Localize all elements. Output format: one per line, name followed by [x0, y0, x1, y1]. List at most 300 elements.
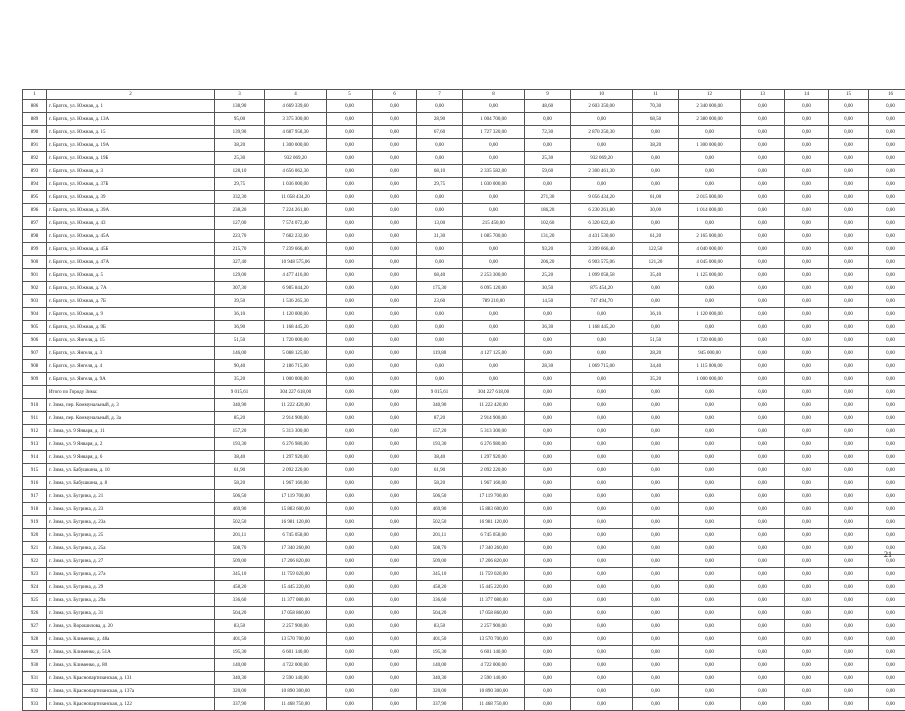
value-cell: 336,60 [215, 594, 265, 607]
value-cell: 0,00 [633, 490, 679, 503]
value-cell: 0,00 [679, 503, 741, 516]
table-row [23, 321, 905, 334]
value-cell: 0,00 [373, 126, 417, 139]
value-cell: 0,00 [741, 464, 785, 477]
value-cell: 215,70 [215, 243, 265, 256]
address-cell: г. Зима, ул. Бугрина, д. 27а [47, 568, 215, 581]
value-cell: 0,00 [327, 126, 373, 139]
value-cell: 7 224 261,80 [265, 204, 327, 217]
address-cell: г. Братск, ул. Янгеля, д. 9А [47, 373, 215, 386]
value-cell: 238,20 [215, 204, 265, 217]
value-cell: 509,00 [417, 555, 463, 568]
address-cell: г. Зима, ул. Бугрина, д. 27 [47, 555, 215, 568]
value-cell: 0,00 [785, 425, 829, 438]
value-cell: 0,00 [829, 503, 869, 516]
value-cell: 0,00 [829, 477, 869, 490]
value-cell: 0,00 [633, 555, 679, 568]
value-cell: 0,00 [633, 594, 679, 607]
value-cell: 0,00 [373, 165, 417, 178]
row-number-cell: 927 [23, 620, 47, 633]
value-cell: 0,00 [679, 607, 741, 620]
value-cell: 504,20 [417, 607, 463, 620]
value-cell: 2 300 461,30 [571, 165, 633, 178]
value-cell: 0,00 [679, 542, 741, 555]
address-cell: г. Зима, ул. Ворошилова, д. 20 [47, 620, 215, 633]
table-row [23, 334, 905, 347]
value-cell: 1 297 920,00 [463, 451, 525, 464]
value-cell: 0,00 [679, 529, 741, 542]
row-number-cell: 921 [23, 542, 47, 555]
value-cell: 0,00 [327, 607, 373, 620]
value-cell: 0,00 [327, 685, 373, 698]
value-cell: 0,00 [373, 191, 417, 204]
header-cell: 12 [679, 90, 741, 100]
address-cell: г. Братск, ул. Южная, д. 39 [47, 191, 215, 204]
value-cell: 0,00 [571, 503, 633, 516]
value-cell: 16 981 120,00 [463, 516, 525, 529]
value-cell: 0,00 [327, 633, 373, 646]
value-cell: 0,00 [679, 672, 741, 685]
value-cell: 9 015,61 [215, 386, 265, 399]
value-cell: 0,00 [417, 243, 463, 256]
value-cell: 0,00 [525, 594, 571, 607]
value-cell: 0,00 [869, 568, 905, 581]
value-cell: 0,00 [463, 360, 525, 373]
value-cell: 0,00 [869, 295, 905, 308]
value-cell: 0,00 [785, 126, 829, 139]
address-cell: г. Братск, ул. Южная, д. 15 [47, 126, 215, 139]
value-cell: 0,00 [679, 412, 741, 425]
value-cell: 0,00 [327, 438, 373, 451]
value-cell: 0,00 [741, 243, 785, 256]
value-cell: 0,00 [327, 282, 373, 295]
value-cell: 0,00 [741, 269, 785, 282]
value-cell: 0,00 [571, 373, 633, 386]
value-cell: 13 570 700,00 [463, 633, 525, 646]
table-row [23, 464, 905, 477]
value-cell: 2 092 220,00 [463, 464, 525, 477]
value-cell: 0,00 [829, 425, 869, 438]
document-page [22, 89, 862, 637]
value-cell: 0,00 [829, 126, 869, 139]
value-cell: 0,00 [327, 100, 373, 113]
value-cell: 0,00 [571, 555, 633, 568]
value-cell: 0,00 [785, 633, 829, 646]
value-cell: 2 590 140,00 [265, 672, 327, 685]
value-cell: 0,00 [829, 178, 869, 191]
value-cell: 0,00 [679, 165, 741, 178]
row-number-cell: 917 [23, 490, 47, 503]
value-cell: 0,00 [741, 581, 785, 594]
value-cell: 469,90 [417, 503, 463, 516]
address-cell: г. Братск, ул. Южная, д. 9Б [47, 321, 215, 334]
value-cell: 0,00 [373, 152, 417, 165]
value-cell: 29,75 [215, 178, 265, 191]
value-cell: 0,00 [741, 646, 785, 659]
value-cell: 2 335 582,00 [463, 165, 525, 178]
value-cell: 0,00 [785, 607, 829, 620]
address-cell: г. Зима, ул. 9 Января, д. 2 [47, 438, 215, 451]
value-cell: 30,50 [525, 282, 571, 295]
value-cell: 0,00 [869, 659, 905, 672]
table-row [23, 113, 905, 126]
value-cell: 4 127 125,00 [463, 347, 525, 360]
value-cell: 35,40 [633, 269, 679, 282]
value-cell: 0,00 [463, 243, 525, 256]
value-cell: 0,00 [327, 399, 373, 412]
value-cell: 0,00 [869, 308, 905, 321]
value-cell: 0,00 [633, 165, 679, 178]
value-cell: 0,00 [679, 620, 741, 633]
value-cell: 0,00 [869, 477, 905, 490]
row-number-cell: 929 [23, 646, 47, 659]
value-cell: 0,00 [741, 230, 785, 243]
value-cell: 28,30 [525, 360, 571, 373]
row-number-cell: 904 [23, 308, 47, 321]
value-cell: 332,30 [215, 191, 265, 204]
value-cell: 0,00 [373, 321, 417, 334]
value-cell: 0,00 [829, 321, 869, 334]
value-cell: 201,11 [215, 529, 265, 542]
value-cell: 0,00 [679, 581, 741, 594]
value-cell: 0,00 [373, 659, 417, 672]
address-cell: Итого по Городу Зима: [47, 386, 215, 399]
value-cell: 0,00 [571, 542, 633, 555]
value-cell: 0,00 [525, 113, 571, 126]
value-cell: 0,00 [633, 412, 679, 425]
value-cell: 0,00 [571, 607, 633, 620]
value-cell: 0,00 [327, 555, 373, 568]
value-cell: 0,00 [525, 568, 571, 581]
value-cell: 0,00 [373, 360, 417, 373]
value-cell: 17 119 700,00 [265, 490, 327, 503]
row-number-cell [23, 386, 47, 399]
value-cell: 15 445 220,00 [265, 581, 327, 594]
value-cell: 0,00 [571, 399, 633, 412]
value-cell: 30,00 [633, 204, 679, 217]
value-cell: 0,00 [571, 464, 633, 477]
value-cell: 4 722 000,00 [265, 659, 327, 672]
row-number-cell: 923 [23, 568, 47, 581]
value-cell: 0,00 [785, 178, 829, 191]
header-cell: 14 [785, 90, 829, 100]
value-cell: 0,00 [633, 633, 679, 646]
value-cell: 0,00 [679, 282, 741, 295]
table-row [23, 295, 905, 308]
value-cell: 68,10 [417, 165, 463, 178]
value-cell: 0,00 [525, 607, 571, 620]
value-cell: 157,20 [417, 425, 463, 438]
value-cell: 0,00 [869, 633, 905, 646]
table-row [23, 360, 905, 373]
value-cell: 121,20 [633, 256, 679, 269]
value-cell: 0,00 [679, 646, 741, 659]
value-cell: 127,00 [215, 217, 265, 230]
value-cell: 0,00 [829, 672, 869, 685]
row-number-cell: 903 [23, 295, 47, 308]
value-cell: 0,00 [785, 555, 829, 568]
value-cell: 5 313 300,00 [265, 425, 327, 438]
value-cell: 0,00 [741, 321, 785, 334]
registry-table [22, 89, 905, 711]
value-cell: 0,00 [373, 594, 417, 607]
row-number-cell: 892 [23, 152, 47, 165]
value-cell: 206,20 [525, 256, 571, 269]
value-cell: 0,00 [741, 334, 785, 347]
value-cell: 0,00 [869, 542, 905, 555]
table-row [23, 204, 905, 217]
value-cell: 0,00 [785, 568, 829, 581]
value-cell: 0,00 [741, 529, 785, 542]
value-cell: 0,00 [741, 360, 785, 373]
table-row [23, 165, 905, 178]
value-cell: 93,20 [525, 243, 571, 256]
value-cell: 0,00 [525, 334, 571, 347]
value-cell: 0,00 [463, 256, 525, 269]
value-cell: 61,00 [633, 191, 679, 204]
value-cell: 0,00 [373, 607, 417, 620]
value-cell: 13,00 [417, 217, 463, 230]
value-cell: 0,00 [525, 451, 571, 464]
value-cell: 0,00 [571, 529, 633, 542]
value-cell: 0,00 [741, 126, 785, 139]
value-cell: 0,00 [373, 269, 417, 282]
row-number-cell: 920 [23, 529, 47, 542]
value-cell: 0,00 [869, 672, 905, 685]
value-cell: 1 727 320,00 [463, 126, 525, 139]
value-cell: 0,00 [869, 698, 905, 711]
value-cell: 0,00 [679, 386, 741, 399]
value-cell: 0,00 [525, 516, 571, 529]
value-cell: 10 890 300,00 [463, 685, 525, 698]
value-cell: 0,00 [829, 581, 869, 594]
value-cell: 0,00 [785, 165, 829, 178]
value-cell: 25,30 [525, 152, 571, 165]
value-cell: 0,00 [571, 698, 633, 711]
address-cell: г. Братск, ул. Южная, д. 37Б [47, 178, 215, 191]
value-cell: 25,20 [525, 269, 571, 282]
value-cell: 2 603 350,00 [571, 100, 633, 113]
value-cell: 61,20 [633, 230, 679, 243]
value-cell: 0,00 [785, 308, 829, 321]
value-cell: 0,00 [785, 386, 829, 399]
value-cell: 0,00 [829, 516, 869, 529]
table-row [23, 399, 905, 412]
value-cell: 0,00 [373, 178, 417, 191]
value-cell: 0,00 [327, 217, 373, 230]
value-cell: 0,00 [327, 464, 373, 477]
value-cell: 0,00 [785, 321, 829, 334]
address-cell: г. Братск, ул. Южная, д. 45А [47, 230, 215, 243]
value-cell: 119,80 [417, 347, 463, 360]
value-cell: 1 536 265,30 [265, 295, 327, 308]
value-cell: 0,00 [571, 490, 633, 503]
value-cell: 0,00 [679, 217, 741, 230]
address-cell: г. Зима, ул. Бугрина, д. 31 [47, 607, 215, 620]
value-cell: 0,00 [741, 386, 785, 399]
value-cell: 271,30 [525, 191, 571, 204]
value-cell: 0,00 [679, 126, 741, 139]
value-cell: 102,60 [525, 217, 571, 230]
value-cell: 59,60 [525, 165, 571, 178]
value-cell: 95,00 [215, 113, 265, 126]
value-cell: 0,00 [785, 464, 829, 477]
value-cell: 4 656 062,30 [265, 165, 327, 178]
value-cell: 0,00 [679, 633, 741, 646]
table-row [23, 659, 905, 672]
address-cell: г. Зима, ул. Бабушкина, д. 10 [47, 464, 215, 477]
value-cell: 2 092 220,00 [265, 464, 327, 477]
value-cell: 1 036 000,00 [265, 178, 327, 191]
address-cell: г. Зима, ул. Бугрина, д. 21 [47, 490, 215, 503]
value-cell: 0,00 [373, 464, 417, 477]
value-cell: 7 574 072,40 [265, 217, 327, 230]
value-cell: 0,00 [463, 373, 525, 386]
value-cell: 0,00 [571, 659, 633, 672]
value-cell: 36,30 [525, 321, 571, 334]
value-cell: 0,00 [785, 620, 829, 633]
value-cell: 0,00 [571, 412, 633, 425]
value-cell: 0,00 [373, 477, 417, 490]
value-cell: 0,00 [373, 256, 417, 269]
value-cell: 0,00 [785, 659, 829, 672]
value-cell: 0,00 [633, 386, 679, 399]
value-cell: 2 870 250,30 [571, 126, 633, 139]
value-cell: 0,00 [633, 672, 679, 685]
value-cell: 0,00 [417, 308, 463, 321]
value-cell: 72,30 [525, 126, 571, 139]
value-cell: 0,00 [373, 204, 417, 217]
value-cell: 36,10 [633, 308, 679, 321]
value-cell: 2 914 900,00 [463, 412, 525, 425]
value-cell: 0,00 [525, 464, 571, 477]
value-cell: 0,00 [741, 451, 785, 464]
value-cell: 0,00 [571, 347, 633, 360]
value-cell: 11 058 434,20 [265, 191, 327, 204]
value-cell: 0,00 [869, 451, 905, 464]
row-number-cell: 931 [23, 672, 47, 685]
value-cell: 0,00 [679, 464, 741, 477]
value-cell: 0,00 [525, 308, 571, 321]
value-cell: 0,00 [373, 685, 417, 698]
value-cell: 0,00 [571, 308, 633, 321]
row-number-cell: 907 [23, 347, 47, 360]
value-cell: 0,00 [741, 113, 785, 126]
value-cell: 0,00 [327, 269, 373, 282]
value-cell: 0,00 [525, 529, 571, 542]
value-cell: 0,00 [785, 269, 829, 282]
table-row [23, 386, 905, 399]
value-cell: 0,00 [869, 529, 905, 542]
table-row [23, 451, 905, 464]
value-cell: 747 494,70 [571, 295, 633, 308]
value-cell: 0,00 [679, 594, 741, 607]
value-cell: 0,00 [679, 451, 741, 464]
value-cell: 0,00 [869, 152, 905, 165]
table-row [23, 620, 905, 633]
address-cell: г. Зима, ул. Бугрина, д. 29а [47, 594, 215, 607]
value-cell: 0,00 [741, 347, 785, 360]
value-cell: 6 745 058,00 [463, 529, 525, 542]
row-number-cell: 919 [23, 516, 47, 529]
value-cell: 0,00 [679, 425, 741, 438]
value-cell: 15 883 600,00 [463, 503, 525, 516]
value-cell: 0,00 [463, 308, 525, 321]
value-cell: 38,20 [215, 139, 265, 152]
value-cell: 0,00 [633, 464, 679, 477]
value-cell: 0,00 [785, 438, 829, 451]
value-cell: 0,00 [571, 451, 633, 464]
value-cell: 508,70 [215, 542, 265, 555]
value-cell: 0,00 [373, 412, 417, 425]
value-cell: 0,00 [741, 620, 785, 633]
row-number-cell: 889 [23, 113, 47, 126]
value-cell: 0,00 [869, 412, 905, 425]
address-cell: г. Зима, ул. 9 Января, д. 6 [47, 451, 215, 464]
value-cell: 36,10 [215, 308, 265, 321]
header-cell: 6 [373, 90, 417, 100]
value-cell: 0,00 [373, 243, 417, 256]
value-cell: 25,30 [215, 152, 265, 165]
value-cell: 0,00 [633, 425, 679, 438]
header-cell: 9 [525, 90, 571, 100]
value-cell: 945 000,00 [679, 347, 741, 360]
table-row [23, 698, 905, 711]
value-cell: 201,11 [417, 529, 463, 542]
value-cell: 0,00 [785, 217, 829, 230]
value-cell: 0,00 [829, 594, 869, 607]
value-cell: 48,60 [525, 100, 571, 113]
value-cell: 0,00 [829, 464, 869, 477]
table-row [23, 555, 905, 568]
value-cell: 0,00 [633, 685, 679, 698]
row-number-cell: 905 [23, 321, 47, 334]
value-cell: 0,00 [785, 581, 829, 594]
row-number-cell: 908 [23, 360, 47, 373]
value-cell: 1 168 445,20 [571, 321, 633, 334]
value-cell: 0,00 [741, 256, 785, 269]
value-cell: 0,00 [571, 581, 633, 594]
value-cell: 0,00 [373, 438, 417, 451]
value-cell: 0,00 [327, 503, 373, 516]
value-cell: 0,00 [373, 334, 417, 347]
value-cell: 0,00 [571, 672, 633, 685]
value-cell: 0,00 [327, 230, 373, 243]
value-cell: 0,00 [633, 529, 679, 542]
value-cell: 509,00 [215, 555, 265, 568]
value-cell: 17 119 700,00 [463, 490, 525, 503]
row-number-cell: 910 [23, 399, 47, 412]
value-cell: 0,00 [785, 490, 829, 503]
value-cell: 7 682 232,60 [265, 230, 327, 243]
value-cell: 0,00 [869, 594, 905, 607]
value-cell: 61,90 [417, 464, 463, 477]
value-cell: 0,00 [373, 347, 417, 360]
value-cell: 38,40 [215, 451, 265, 464]
header-cell: 13 [741, 90, 785, 100]
value-cell: 193,30 [417, 438, 463, 451]
value-cell: 0,00 [571, 685, 633, 698]
value-cell: 0,00 [373, 555, 417, 568]
value-cell: 345,10 [417, 568, 463, 581]
table-row [23, 139, 905, 152]
row-number-cell: 915 [23, 464, 47, 477]
table-row [23, 217, 905, 230]
value-cell: 1 014 000,00 [679, 204, 741, 217]
value-cell: 23,60 [417, 295, 463, 308]
value-cell: 17 206 820,00 [463, 555, 525, 568]
value-cell: 0,00 [829, 633, 869, 646]
